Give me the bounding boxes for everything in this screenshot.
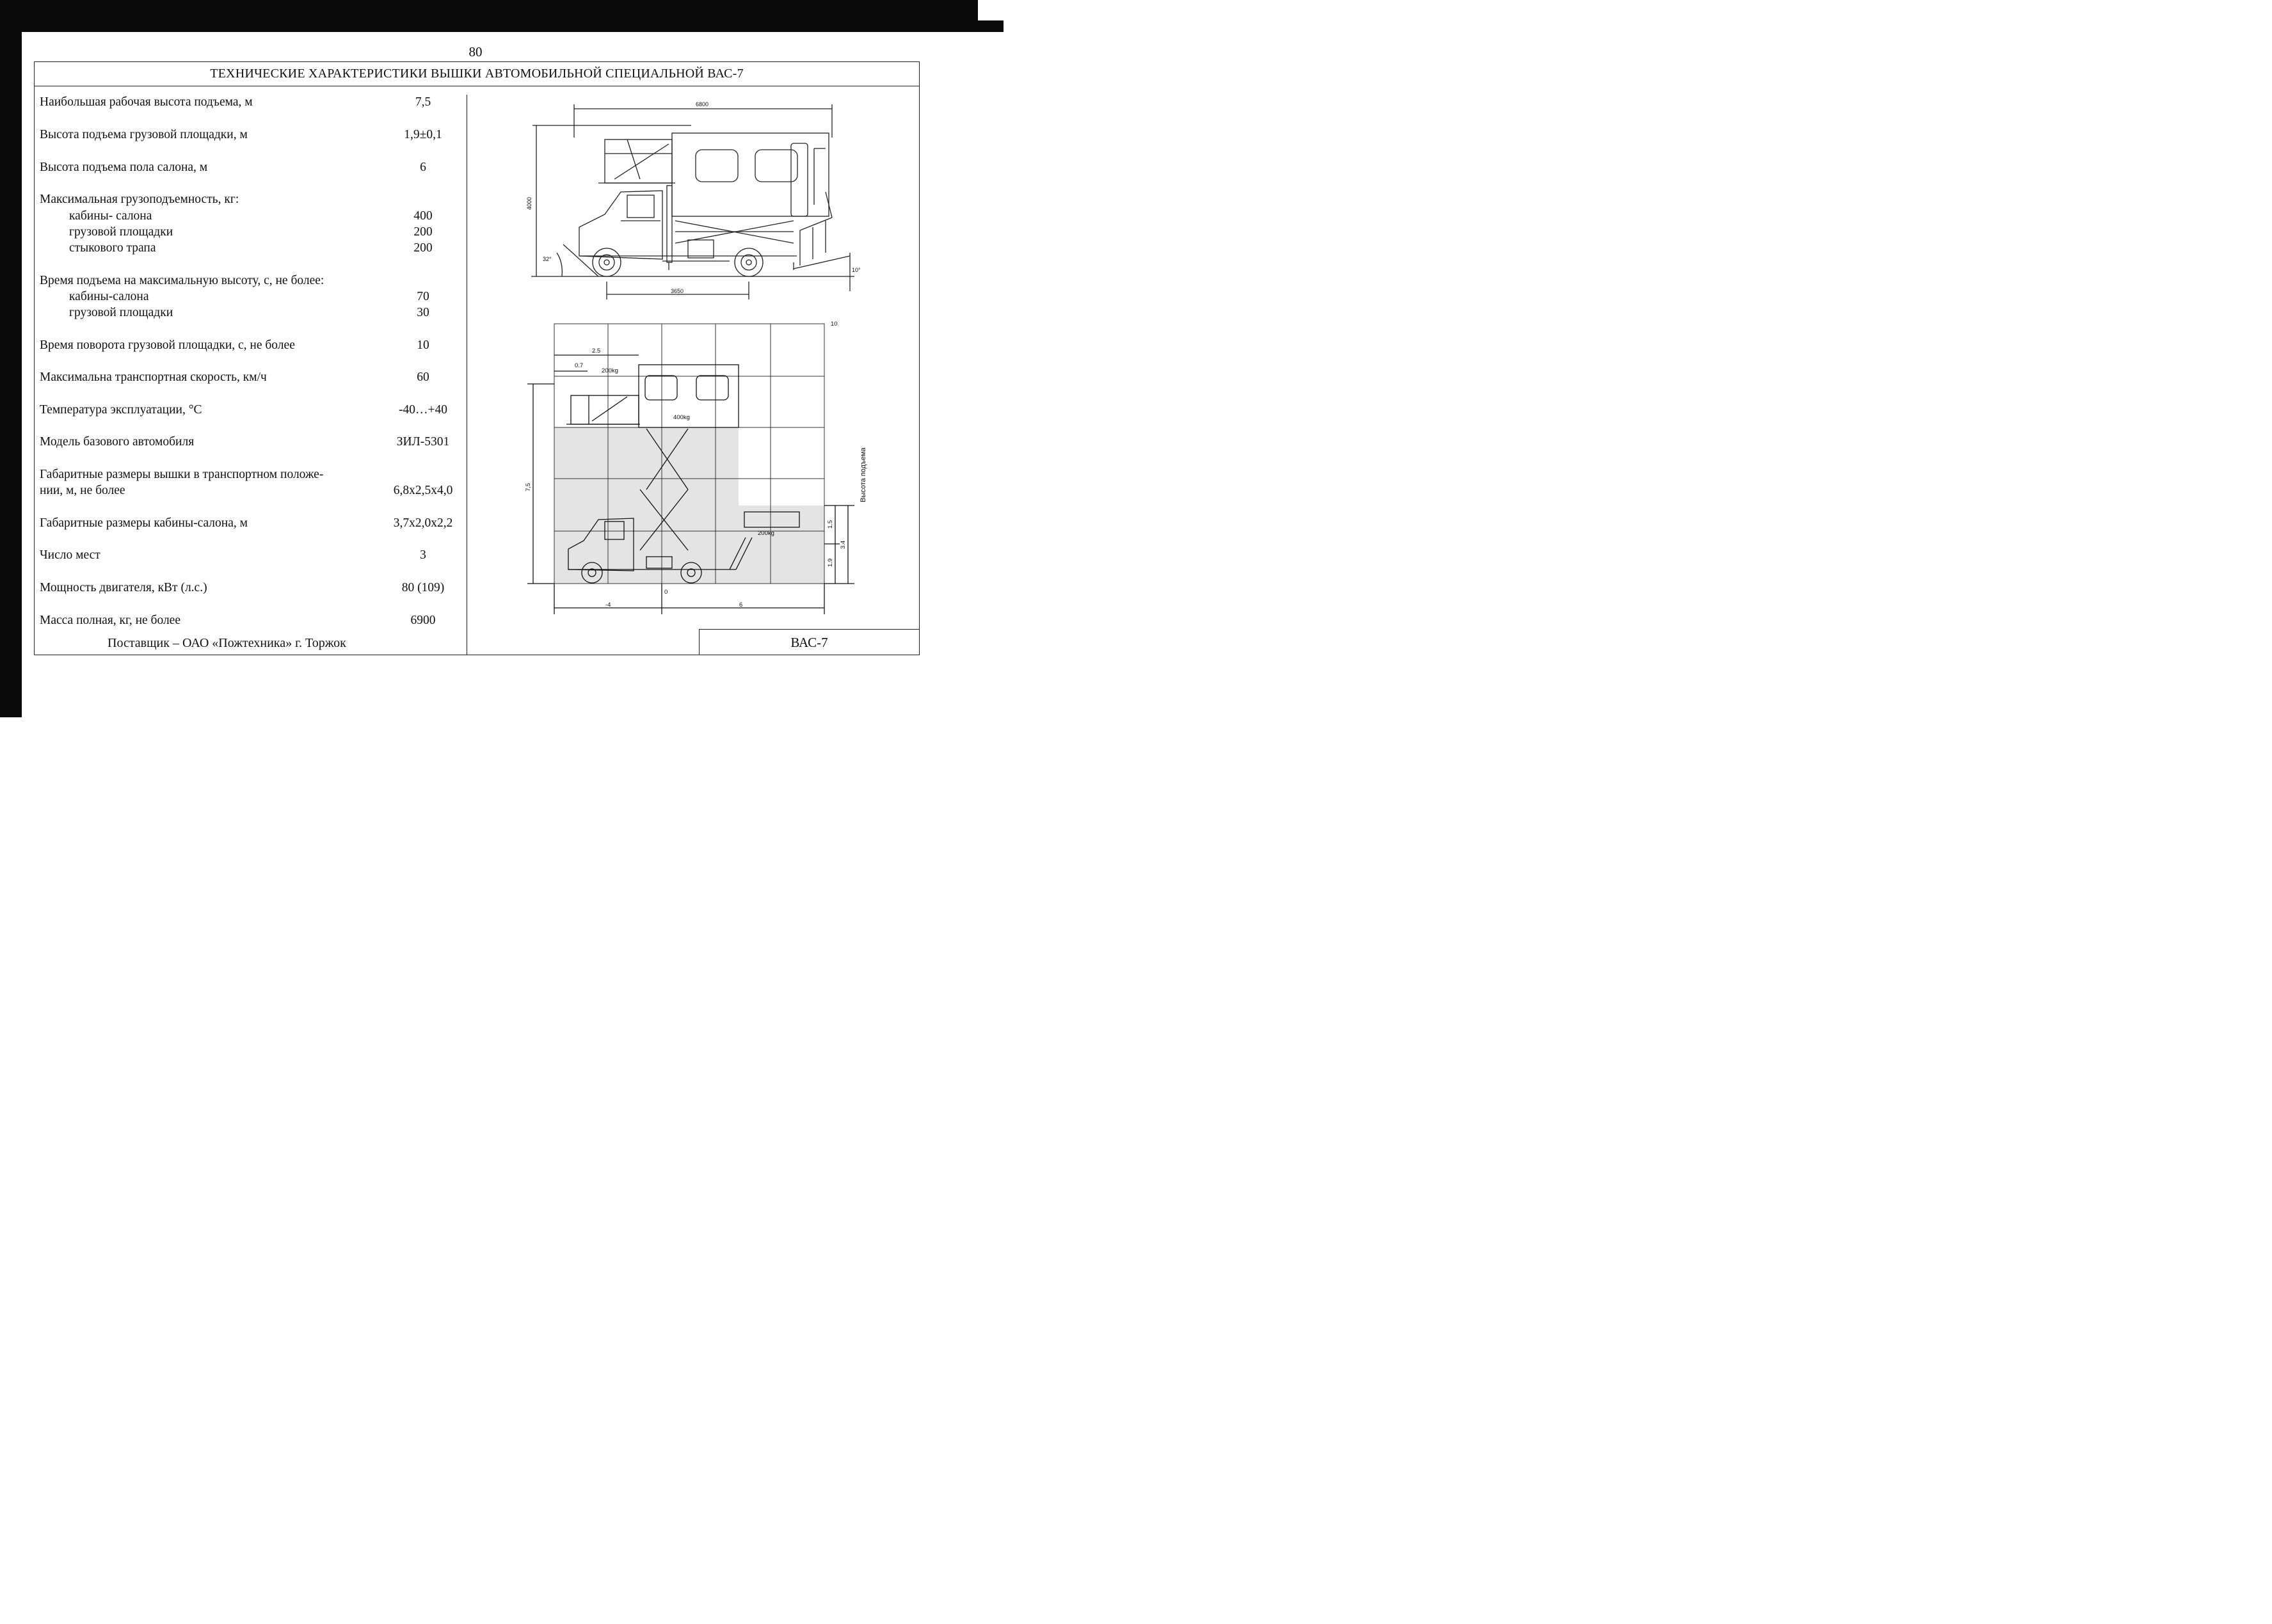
spec-value-lift-time-platform: 30	[417, 306, 429, 319]
spec-value-cabin-dimensions: 3,7х2,0х2,2	[393, 516, 453, 530]
spec-value-lift-time-cabin: 70	[417, 290, 429, 303]
spec-value-capacity-platform: 200	[413, 225, 433, 239]
spec-label-rotation-time: Время поворота грузовой площадки, с, не более	[40, 338, 295, 352]
angle-rear-label: 10°	[852, 267, 861, 273]
dim-length-label: 6800	[696, 101, 709, 107]
dim-height-label: 4000	[526, 196, 532, 210]
spec-value-rotation-time: 10	[417, 338, 429, 352]
spec-label-floor-height: Высота подъема пола салона, м	[40, 161, 208, 174]
spec-label-lift-time-cabin: кабины-салона	[69, 290, 149, 303]
spec-value-floor-height: 6	[420, 161, 426, 174]
spec-value-max-height: 7,5	[415, 95, 431, 109]
dim-minus4-label: -4	[605, 601, 611, 609]
spec-label-max-height: Наибольшая рабочая высота подъема, м	[40, 95, 253, 109]
lift-height-axis-label: Высота подъема	[860, 447, 867, 502]
page-title: ТЕХНИЧЕСКИЕ ХАРАКТЕРИСТИКИ ВЫШКИ АВТОМОБИЛЬНОЙ СПЕЦИАЛЬНОЙ ВАС-7	[210, 67, 744, 81]
spec-value-base-vehicle: ЗИЛ-5301	[396, 435, 450, 449]
spec-value-gross-mass: 6900	[410, 614, 436, 627]
spec-value-speed: 60	[417, 370, 429, 384]
spec-label-dimensions-line2: нии, м, не более	[40, 484, 125, 497]
spec-label-capacity: Максимальная грузоподъемность, кг:	[40, 193, 239, 206]
spec-label-capacity-cabin: кабины- салона	[69, 209, 152, 223]
load-platform-label: 200kg	[602, 367, 618, 374]
lift-envelope-drawing	[0, 0, 1004, 717]
load-cabin-label: 400kg	[673, 414, 690, 421]
spec-label-platform-height: Высота подъема грузовой площадки, м	[40, 128, 248, 141]
dim-1-9-label: 1.9	[827, 558, 834, 567]
dim-3-4-label: 3.4	[840, 540, 847, 549]
spec-label-capacity-ladder: стыкового трапа	[69, 241, 156, 255]
spec-label-engine-power: Мощность двигателя, кВт (л.с.)	[40, 581, 207, 594]
spec-label-lift-time: Время подъема на максимальную высоту, с, не более:	[40, 274, 324, 287]
spec-label-capacity-platform: грузовой площадки	[69, 225, 173, 239]
dim-2-5-label: 2.5	[592, 347, 601, 354]
spec-label-base-vehicle: Модель базового автомобиля	[40, 435, 195, 449]
spec-label-speed: Максимальна транспортная скорость, км/ч	[40, 370, 267, 384]
spec-value-temperature: -40…+40	[399, 403, 447, 417]
spec-value-capacity-ladder: 200	[413, 241, 433, 255]
spec-label-temperature: Температура эксплуатации, °С	[40, 403, 202, 417]
spec-label-lift-time-platform: грузовой площадки	[69, 306, 173, 319]
spec-value-platform-height: 1,9±0,1	[404, 128, 442, 141]
dim-6-label: 6	[739, 601, 743, 609]
dim-10-label: 10	[831, 321, 838, 328]
dim-zero-label: 0	[664, 589, 668, 596]
spec-label-cabin-dimensions: Габаритные размеры кабины-салона, м	[40, 516, 248, 530]
dim-1-5-label: 1.5	[827, 520, 834, 529]
spec-value-dimensions: 6,8х2,5х4,0	[393, 484, 453, 497]
dim-0-7-label: 0.7	[575, 362, 584, 369]
supplier-line: Поставщик – ОАО «Пожтехника» г. Торжок	[108, 636, 346, 650]
angle-front-label: 32°	[543, 256, 552, 262]
model-label: ВАС-7	[790, 635, 828, 650]
load-lower-label: 200kg	[758, 530, 774, 537]
spec-label-gross-mass: Масса полная, кг, не более	[40, 614, 180, 627]
spec-label-seats: Число мест	[40, 548, 100, 562]
dim-7-5-label: 7,5	[525, 482, 532, 491]
page-number: 80	[468, 44, 483, 60]
spec-value-engine-power: 80 (109)	[401, 581, 445, 594]
spec-value-capacity-cabin: 400	[413, 209, 433, 223]
dim-wheelbase-label: 3650	[671, 288, 684, 294]
spec-value-seats: 3	[420, 548, 426, 562]
spec-label-dimensions-line1: Габаритные размеры вышки в транспортном положе-	[40, 468, 324, 481]
